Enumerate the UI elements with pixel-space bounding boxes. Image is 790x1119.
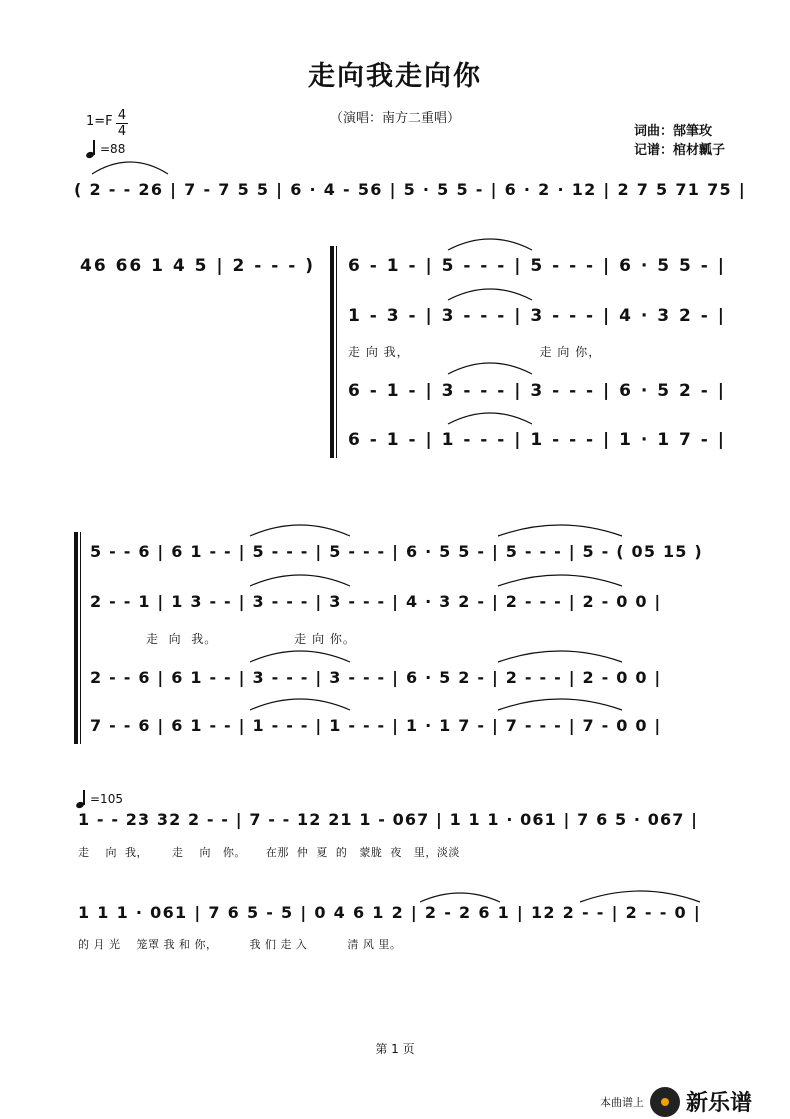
slur [498, 699, 622, 710]
prelude-row-2: 46 66 1 4 5 | 2 - - - ) [80, 256, 315, 276]
slur [448, 413, 532, 424]
tempo-value-2: =105 [90, 792, 123, 806]
slur [92, 162, 168, 174]
slur [448, 239, 532, 250]
slur [498, 575, 622, 586]
verse-lyric-1: 走 向 我， 走 向 你。 在那 仲 夏 的 蒙胧 夜 里，淡淡 [78, 846, 460, 859]
slur [498, 651, 622, 662]
system2-lyric: 走 向 我。 走 向 你。 [146, 632, 356, 646]
system1-part4: 6 - 1 - | 1 - - - | 1 - - - | 1 · 1 7 - | [348, 430, 726, 450]
brand-prefix: 本曲谱上 [600, 1095, 644, 1109]
slur [250, 575, 350, 586]
system1-part1: 6 - 1 - | 5 - - - | 5 - - - | 6 · 5 5 - | [348, 256, 726, 276]
key-signature: 1=F [86, 114, 113, 129]
system1-part2: 1 - 3 - | 3 - - - | 3 - - - | 4 · 3 2 - | [348, 306, 726, 326]
system1-part3: 6 - 1 - | 3 - - - | 3 - - - | 6 · 5 2 - | [348, 381, 726, 401]
vinyl-record-icon [650, 1087, 680, 1117]
meter-top: 4 [117, 108, 127, 123]
system2-part2: 2 - - 1 | 1 3 - - | 3 - - - | 3 - - - | 4 · 3 2 - | 2 - - - | 2 - 0 0 | [90, 592, 662, 611]
slur [250, 651, 350, 662]
tempo-value: =88 [100, 142, 126, 156]
slur [448, 363, 532, 374]
system2-part1: 5 - - 6 | 6 1 - - | 5 - - - | 5 - - - | 6 · 5 5 - | 5 - - - | 5 - ( 05 15 ) [90, 542, 703, 561]
brand-watermark [600, 1086, 752, 1117]
slur [498, 525, 622, 536]
lyricist-credit: 词曲：郜筆玫 [634, 124, 713, 139]
performer-subtitle: （演唱：南方二重唱） [329, 111, 460, 126]
slur [448, 289, 532, 300]
verse-row-2: 1 1 1 · 061 | 7 6 5 - 5 | 0 4 6 1 2 | 2 - 2 6 1 | 12 2 - - | 2 - - 0 | [78, 903, 701, 922]
brand-name: 新乐谱 [686, 1091, 753, 1116]
page-number: 第 1 页 [375, 1042, 415, 1056]
slur [250, 525, 350, 536]
page-title: 走向我走向你 [308, 61, 482, 92]
system1-lyric: 走 向 我， 走 向 你， [348, 345, 602, 359]
slur [580, 891, 700, 902]
transcriber-credit: 记谱：棺材瓤子 [634, 143, 726, 158]
prelude-row-1: ( 2 - - 26 | 7 - 7 5 5 | 6 · 4 - 56 | 5 · 5 5 - | 6 · 2 · 12 | 2 7 5 71 75 | [74, 180, 746, 199]
system2-part4: 7 - - 6 | 6 1 - - | 1 - - - | 1 - - - | 1 · 1 7 - | 7 - - - | 7 - 0 0 | [90, 716, 662, 735]
verse-lyric-2: 的 月 光 笼罩 我 和 你， 我 们 走 入 清 风 里。 [78, 938, 402, 951]
meter-bottom: 4 [117, 124, 127, 139]
verse-row-1: 1 - - 23 32 2 - - | 7 - - 12 21 1 - 067 | 1 1 1 · 061 | 7 6 5 · 067 | [78, 810, 699, 829]
slur [250, 699, 350, 710]
slur [420, 893, 500, 902]
system2-part3: 2 - - 6 | 6 1 - - | 3 - - - | 3 - - - | 6 · 5 2 - | 2 - - - | 2 - 0 0 | [90, 668, 662, 687]
